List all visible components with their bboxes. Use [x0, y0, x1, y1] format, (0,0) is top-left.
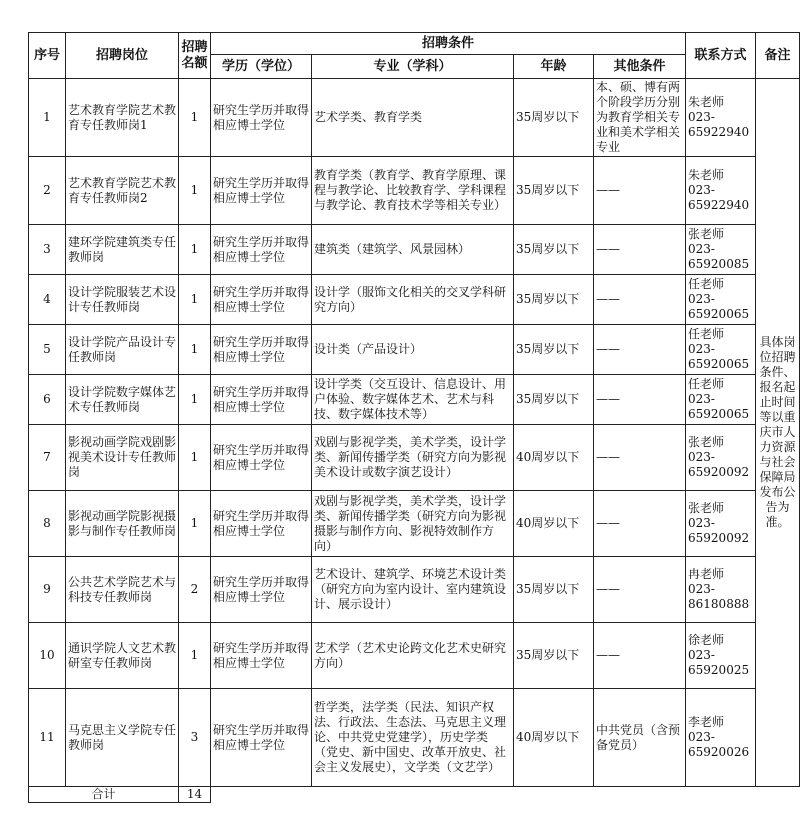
remark-note: 具体岗位招聘条件、报名起止时间等以重庆市人力资源与社会保障局发布公告为准。 [756, 79, 800, 787]
table-row [29, 275, 800, 325]
row-other: —— [594, 225, 686, 275]
row-major: 戏剧与影视学类，美术学类，设计学类、新闻传播学类（研究方向为影视摄影与制作方向、影视特效制作方向） [312, 491, 514, 557]
row-contact: 任老师 023-65920065 [686, 325, 756, 375]
row-quota: 1 [179, 157, 211, 225]
row-contact: 任老师 023-65920065 [686, 375, 756, 425]
row-other: —— [594, 275, 686, 325]
row-quota: 1 [179, 623, 211, 689]
table-row [29, 157, 800, 225]
row-quota: 1 [179, 491, 211, 557]
row-contact: 徐老师 023-65920025 [686, 623, 756, 689]
row-contact: 张老师 023-65920092 [686, 425, 756, 491]
row-quota: 1 [179, 425, 211, 491]
header-position: 招聘岗位 [66, 33, 179, 79]
row-contact: 任老师 023-65920065 [686, 275, 756, 325]
table-row [29, 491, 800, 557]
row-contact: 朱老师 023-65922940 [686, 79, 756, 157]
row-age: 35周岁以下 [514, 557, 594, 623]
row-education: 研究生学历并取得相应博士学位 [211, 491, 312, 557]
row-quota: 1 [179, 79, 211, 157]
row-major: 设计学（服饰文化相关的交叉学科研究方向） [312, 275, 514, 325]
row-major: 建筑类（建筑学、风景园林） [312, 225, 514, 275]
row-seq: 6 [29, 375, 66, 425]
row-seq: 11 [29, 689, 66, 787]
row-age: 40周岁以下 [514, 491, 594, 557]
row-education: 研究生学历并取得相应博士学位 [211, 425, 312, 491]
row-education: 研究生学历并取得相应博士学位 [211, 157, 312, 225]
row-quota: 1 [179, 225, 211, 275]
row-contact: 朱老师 023-65922940 [686, 157, 756, 225]
row-other: —— [594, 425, 686, 491]
total-label: 合计 [29, 787, 179, 803]
row-position: 通识学院人文艺术教研室专任教师岗 [66, 623, 179, 689]
row-seq: 4 [29, 275, 66, 325]
row-seq: 7 [29, 425, 66, 491]
row-contact: 张老师 023-65920085 [686, 225, 756, 275]
row-quota: 1 [179, 275, 211, 325]
table-row [29, 225, 800, 275]
row-age: 40周岁以下 [514, 425, 594, 491]
row-major: 戏剧与影视学类，美术学类，设计学类、新闻传播学类（研究方向为影视美术设计或数字演艺设计） [312, 425, 514, 491]
row-education: 研究生学历并取得相应博士学位 [211, 557, 312, 623]
row-contact: 张老师 023-65920092 [686, 491, 756, 557]
row-seq: 2 [29, 157, 66, 225]
row-seq: 5 [29, 325, 66, 375]
row-age: 35周岁以下 [514, 157, 594, 225]
row-age: 35周岁以下 [514, 225, 594, 275]
header-remark: 备注 [756, 33, 800, 79]
row-education: 研究生学历并取得相应博士学位 [211, 623, 312, 689]
table-row [29, 425, 800, 491]
total-row [29, 787, 800, 803]
row-education: 研究生学历并取得相应博士学位 [211, 275, 312, 325]
table-row [29, 689, 800, 787]
row-education: 研究生学历并取得相应博士学位 [211, 375, 312, 425]
row-other: 本、硕、博有两个阶段学历分别为教育学相关专业和美术学相关专业 [594, 79, 686, 157]
row-seq: 1 [29, 79, 66, 157]
row-seq: 10 [29, 623, 66, 689]
table-row [29, 623, 800, 689]
row-position: 马克思主义学院专任教师岗 [66, 689, 179, 787]
row-major: 设计学类（交互设计、信息设计、用户体验、数字媒体艺术、艺术与科技、数字媒体技术等） [312, 375, 514, 425]
table-row [29, 79, 800, 157]
row-education: 研究生学历并取得相应博士学位 [211, 689, 312, 787]
row-age: 40周岁以下 [514, 689, 594, 787]
table-row [29, 557, 800, 623]
total-value: 14 [179, 787, 211, 803]
row-other: —— [594, 491, 686, 557]
row-position: 艺术教育学院艺术教育专任教师岗1 [66, 79, 179, 157]
row-other: —— [594, 623, 686, 689]
row-seq: 3 [29, 225, 66, 275]
recruitment-table [28, 32, 800, 803]
row-position: 影视动画学院戏剧影视美术设计专任教师岗 [66, 425, 179, 491]
row-major: 艺术学类、教育学类 [312, 79, 514, 157]
row-age: 35周岁以下 [514, 275, 594, 325]
row-quota: 1 [179, 325, 211, 375]
table-row [29, 375, 800, 425]
row-age: 35周岁以下 [514, 79, 594, 157]
row-other: —— [594, 557, 686, 623]
row-major: 教育学类（教育学、教育学原理、课程与教学论、比较教育学、学科课程与教学论、教育技术学等相关专业） [312, 157, 514, 225]
row-age: 35周岁以下 [514, 325, 594, 375]
header-other: 其他条件 [594, 55, 686, 79]
row-education: 研究生学历并取得相应博士学位 [211, 79, 312, 157]
header-conditions: 招聘条件 [211, 33, 686, 55]
row-seq: 8 [29, 491, 66, 557]
row-other: —— [594, 375, 686, 425]
table-row [29, 325, 800, 375]
row-contact: 冉老师 023-86180888 [686, 557, 756, 623]
header-major: 专业（学科） [312, 55, 514, 79]
header-seq: 序号 [29, 33, 66, 79]
row-position: 设计学院服装艺术设计专任教师岗 [66, 275, 179, 325]
header-contact: 联系方式 [686, 33, 756, 79]
row-position: 公共艺术学院艺术与科技专任教师岗 [66, 557, 179, 623]
header-education: 学历（学位） [211, 55, 312, 79]
row-position: 设计学院数字媒体艺术专任教师岗 [66, 375, 179, 425]
row-position: 设计学院产品设计专任教师岗 [66, 325, 179, 375]
row-other: —— [594, 325, 686, 375]
row-position: 艺术教育学院艺术教育专任教师岗2 [66, 157, 179, 225]
row-quota: 3 [179, 689, 211, 787]
row-major: 艺术学（艺术史论跨文化艺术史研究方向） [312, 623, 514, 689]
row-quota: 1 [179, 375, 211, 425]
row-position: 影视动画学院影视摄影与制作专任教师岗 [66, 491, 179, 557]
row-education: 研究生学历并取得相应博士学位 [211, 225, 312, 275]
row-age: 35周岁以下 [514, 623, 594, 689]
row-position: 建环学院建筑类专任教师岗 [66, 225, 179, 275]
header-age: 年龄 [514, 55, 594, 79]
row-major: 设计类（产品设计） [312, 325, 514, 375]
row-other: —— [594, 157, 686, 225]
row-age: 35周岁以下 [514, 375, 594, 425]
row-contact: 李老师 023-65920026 [686, 689, 756, 787]
row-education: 研究生学历并取得相应博士学位 [211, 325, 312, 375]
row-seq: 9 [29, 557, 66, 623]
row-quota: 2 [179, 557, 211, 623]
row-major: 哲学类，法学类（民法、知识产权法、行政法、生态法、马克思主义理论、中共党史党建学），历史学类（党史、新中国史、改革开放史、社会主义发展史），文学类（文艺学） [312, 689, 514, 787]
row-other: 中共党员（含预备党员） [594, 689, 686, 787]
row-major: 艺术设计、建筑学、环境艺术设计类（研究方向为室内设计、室内建筑设计、展示设计） [312, 557, 514, 623]
header-quota: 招聘名额 [179, 33, 211, 79]
